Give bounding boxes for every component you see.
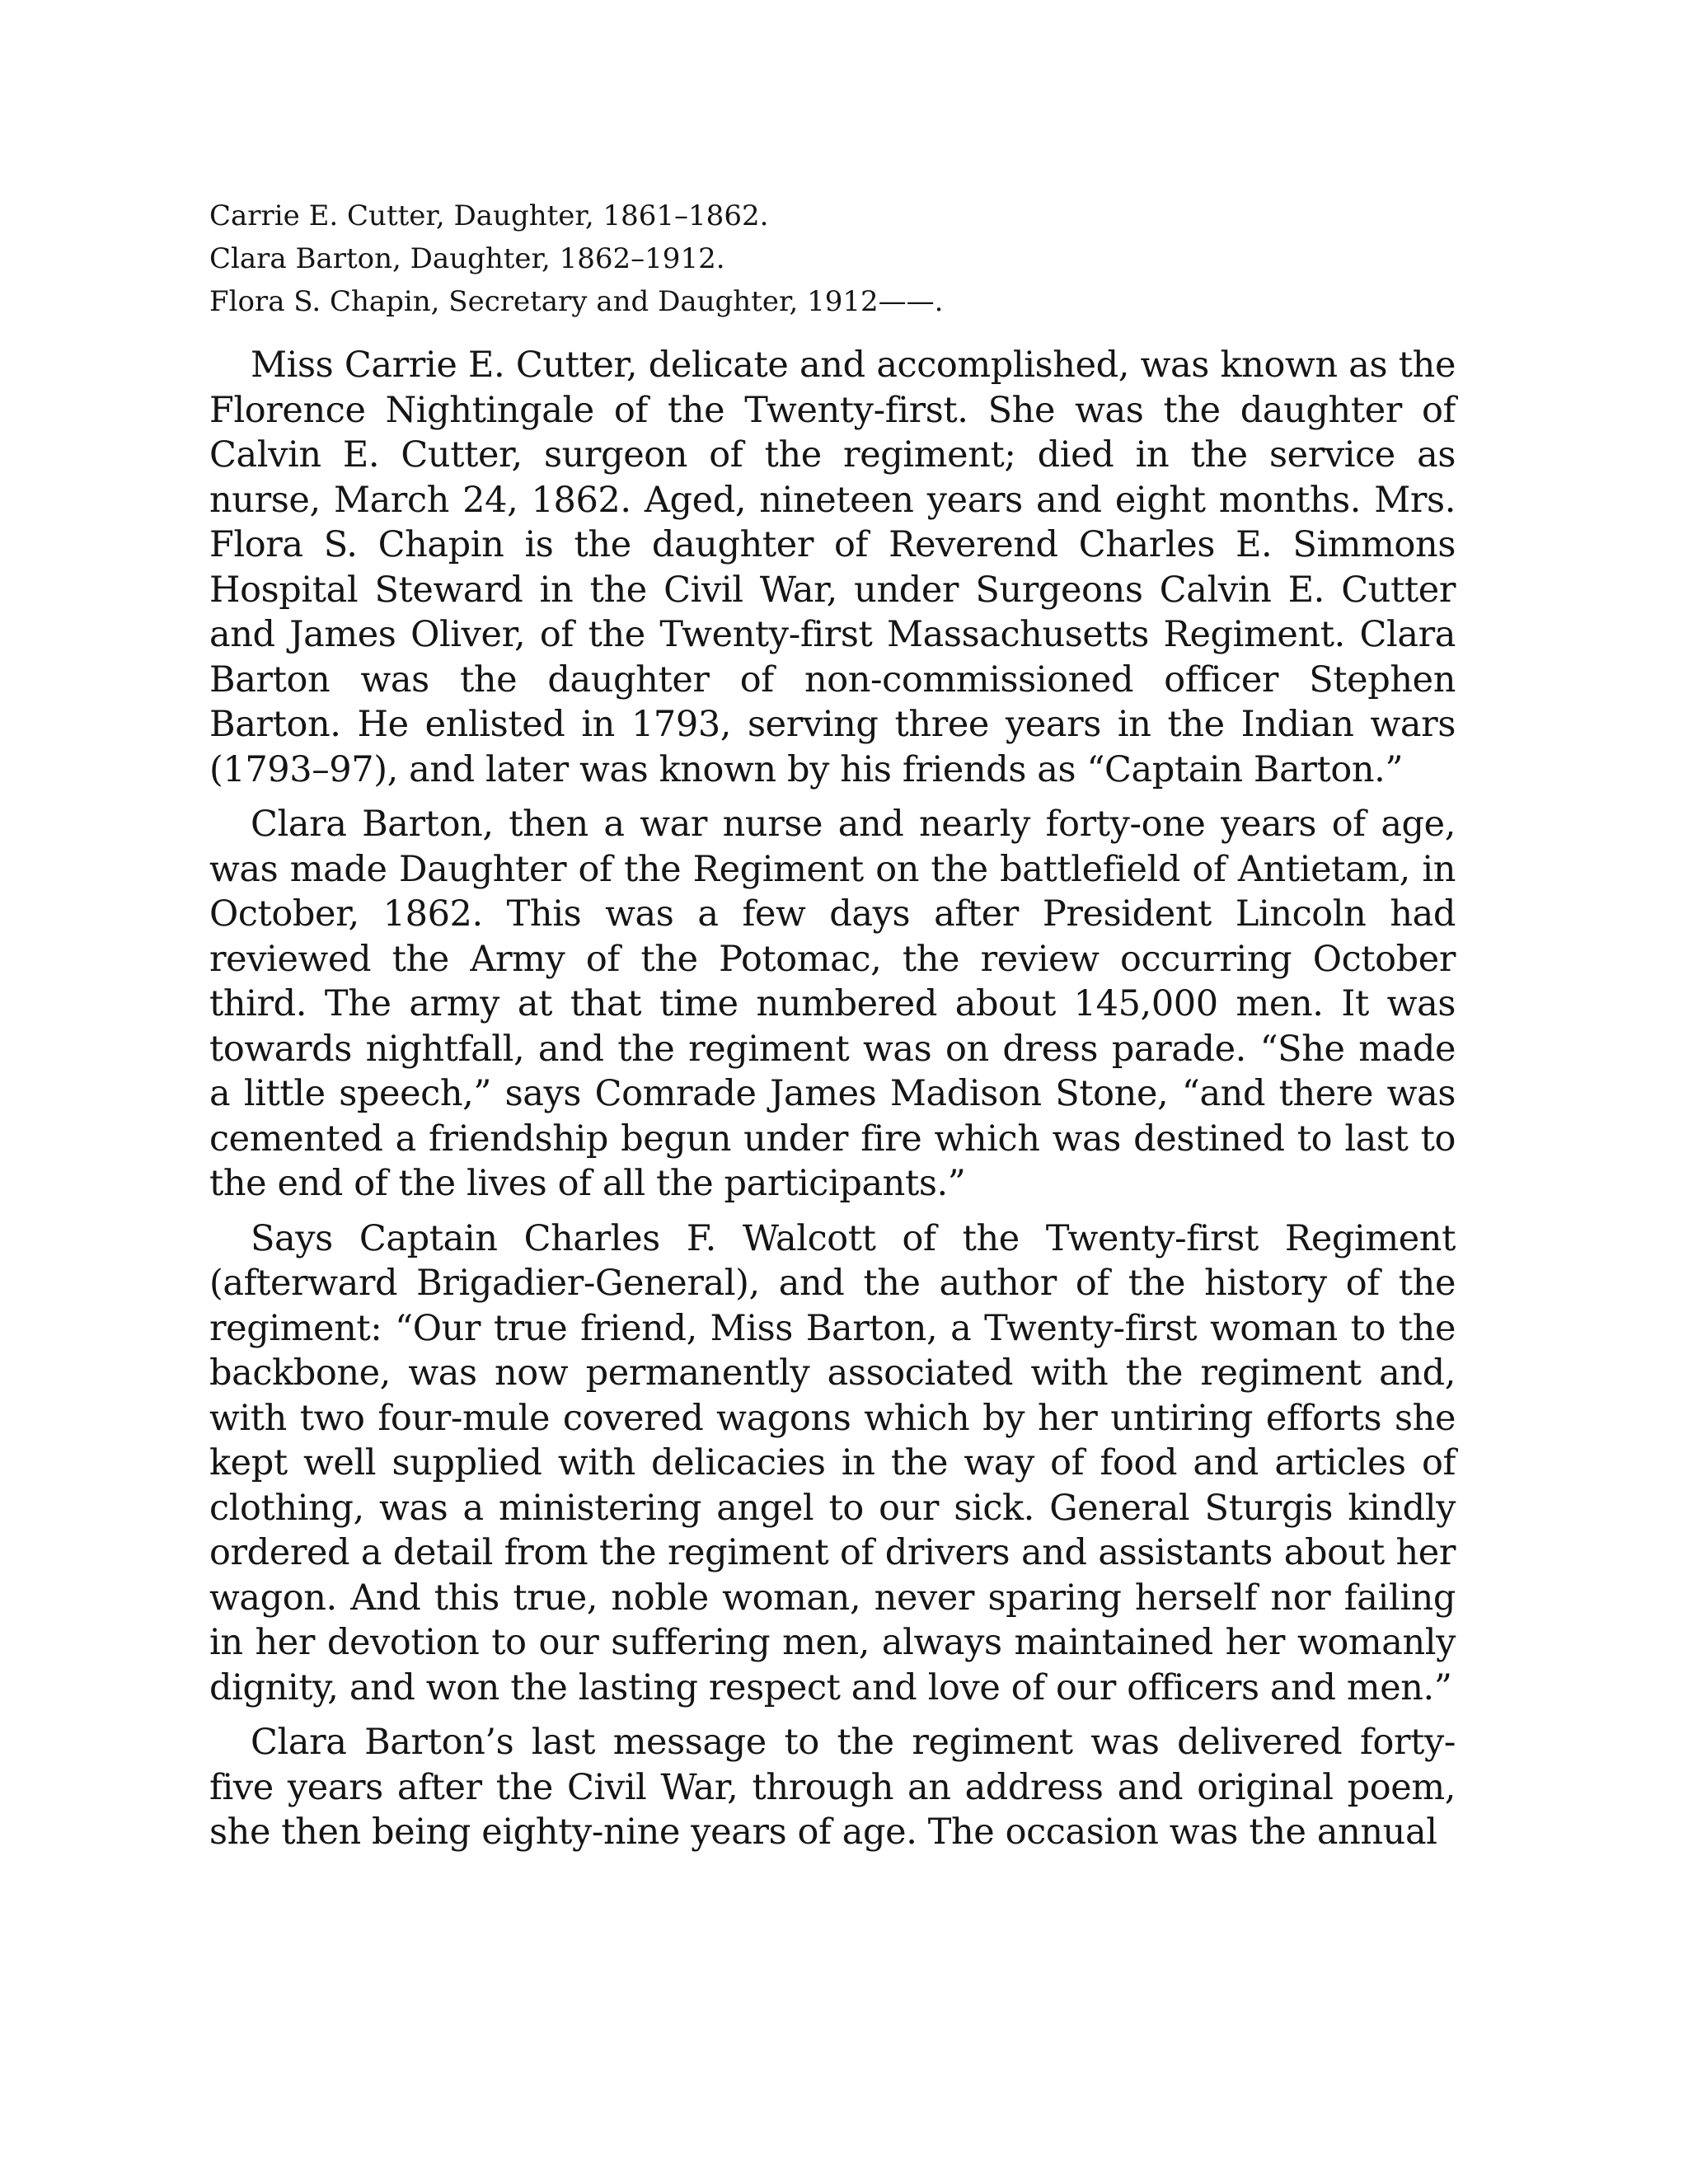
daughters-roster [209,194,1456,323]
document-page [209,194,1456,1865]
paragraph-antietam: Clara Barton, then a war nurse and nearly forty-one years of age, was made Daughter of the Regiment on the battlefield of Antietam, in October, 1862. This was a few days after President Lincoln had reviewed the Army of the Potomac, the review occurring October third. The army at that time numbered about 145,000 men. It was towards nightfall, and the regiment was on dress parade. “She made a little speech,” says Comrade James Madison Stone, “and there was cemented a friendship begun under fire which was destined to last to the end of the lives of all the participants.” [209,804,1456,1204]
paragraph-last-message: Clara Barton’s last message to the regiment was delivered forty-five years after the Civil War, through an address and original poem, she then being eighty-nine years of age. The occasion was the annual [209,1722,1456,1853]
paragraph-walcott-quote: Says Captain Charles F. Walcott of the Twenty-first Regiment (afterward Brigadier-General), and the author of the history of the regiment: “Our true friend, Miss Barton, a Twenty-first woman to the backbone, was now permanently associated with the regiment and, with two four-mule covered wagons which by her untiring efforts she kept well supplied with delicacies in the way of food and articles of clothing, was a ministering angel to our sick. General Sturgis kindly ordered a detail from the regiment of drivers and assistants about her wagon. And this true, noble woman, never sparing herself nor failing in her devotion to our suffering men, always maintained her womanly dignity, and won the lasting respect and love of our officers and men.” [209,1217,1456,1708]
roster-entry-chapin: Flora S. Chapin, Secretary and Daughter, 1912——. [209,285,944,318]
roster-entry-barton: Clara Barton, Daughter, 1862–1912. [209,242,725,275]
roster-entry-cutter: Carrie E. Cutter, Daughter, 1861–1862. [209,199,769,232]
body-text [209,343,1456,1855]
paragraph-cutter: Miss Carrie E. Cutter, delicate and accomplished, was known as the Florence Nightingale of the Twenty-first. She was the daughter of Calvin E. Cutter, surgeon of the regiment; died in the service as nurse, March 24, 1862. Aged, nineteen years and eight months. Mrs. Flora S. Chapin is the daughter of Reverend Charles E. Simmons Hospital Steward in the Civil War, under Surgeons Calvin E. Cutter and James Oliver, of the Twenty-first Massachusetts Regiment. Clara Barton was the daughter of non-commissioned officer Stephen Barton. He enlisted in 1793, serving three years in the Indian wars (1793–97), and later was known by his friends as “Captain Barton.” [209,344,1456,790]
